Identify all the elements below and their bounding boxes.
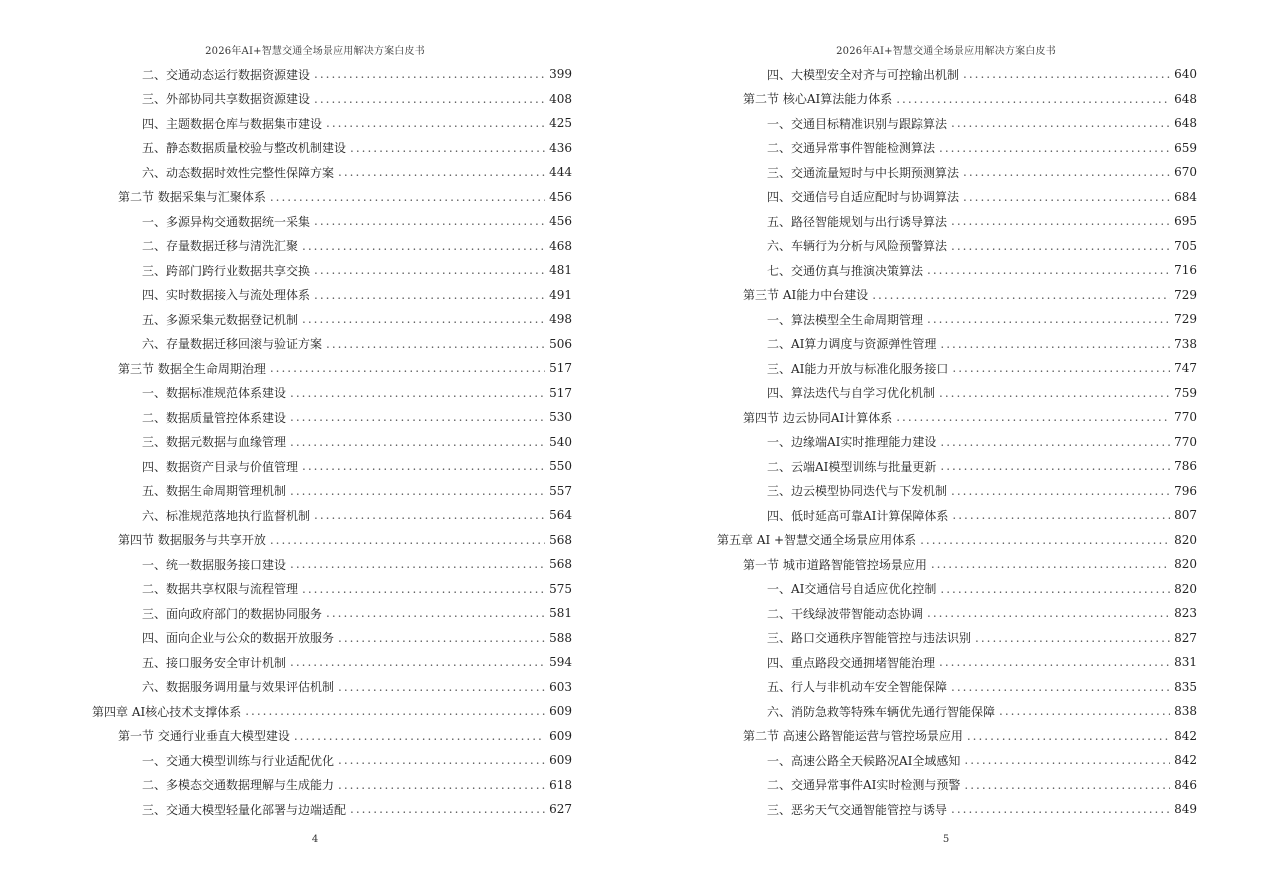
toc-entry[interactable] [92,797,572,822]
dot-leader [290,410,545,424]
dot-leader [940,337,1170,351]
toc-entry-page: 747 [1174,361,1197,376]
dot-leader [963,165,1170,179]
toc-entry-page: 835 [1174,679,1197,694]
toc-entry-page: 557 [549,483,572,498]
toc-entry-title: 二、交通异常事件智能检测算法 [767,141,936,156]
toc-entry-title: 一、交通目标精准识别与跟踪算法 [767,116,948,131]
toc-entry-page: 481 [549,263,572,278]
toc-entry-page: 770 [1174,434,1197,449]
toc-entry-page: 603 [549,679,572,694]
dot-leader [952,508,1170,522]
toc-entry-title: 一、统一数据服务接口建设 [142,557,287,572]
toc-entry-title: 二、干线绿波带智能动态协调 [767,606,924,621]
toc-entry-page: 594 [549,655,572,670]
toc-entry[interactable] [717,724,1197,749]
toc-entry-title: 四、数据资产目录与价值管理 [142,459,299,474]
dot-leader [314,67,545,81]
toc-entry-title: 第三节 AI能力中台建设 [743,288,869,303]
toc-entry-page: 498 [549,312,572,327]
toc-entry[interactable] [92,699,572,724]
dot-leader [927,312,1170,326]
dot-leader [294,729,545,743]
toc-entry-title: 第二节 高速公路智能运营与管控场景应用 [743,729,963,744]
toc-entry[interactable] [92,626,572,651]
toc-entry[interactable] [92,283,572,308]
toc-entry-page: 729 [1174,312,1197,327]
toc-entry-title: 五、行人与非机动车安全智能保障 [767,680,948,695]
toc-entry[interactable] [717,62,1197,87]
toc-entry-page: 506 [549,336,572,351]
toc-entry[interactable] [92,136,572,161]
toc-entry[interactable] [717,503,1197,528]
toc-entry-page: 849 [1174,802,1197,817]
toc-entry[interactable] [92,552,572,577]
dot-leader [326,337,545,351]
dot-leader [951,116,1170,130]
toc-entry-title: 第一节 城市道路智能管控场景应用 [743,557,927,572]
toc-entry-page: 648 [1174,116,1197,131]
dot-leader [302,239,545,253]
toc-entry[interactable] [717,258,1197,283]
toc-entry[interactable] [92,748,572,773]
toc-entry-page: 517 [549,385,572,400]
toc-entry-page: 640 [1174,67,1197,82]
toc-entry-title: 三、路口交通秩序智能管控与违法识别 [767,631,972,646]
toc-entry[interactable] [717,87,1197,112]
toc-entry-page: 770 [1174,410,1197,425]
toc-entry[interactable] [717,552,1197,577]
dot-leader [952,361,1170,375]
page-number: 4 [311,834,319,845]
toc-entry-title: 第四节 边云协同AI计算体系 [743,410,893,425]
toc-entry-page: 456 [549,189,572,204]
toc-entry[interactable] [92,430,572,455]
dot-leader [302,582,545,596]
running-header: 2026年AI+智慧交通全场景应用解决方案白皮书 [836,46,1056,57]
running-header: 2026年AI+智慧交通全场景应用解决方案白皮书 [205,46,425,57]
dot-leader [338,753,545,767]
toc-entry[interactable] [717,356,1197,381]
toc-entry[interactable] [92,111,572,136]
dot-leader [951,484,1170,498]
toc-entry[interactable] [717,797,1197,822]
dot-leader [939,141,1170,155]
toc-entry[interactable] [92,185,572,210]
toc-entry-page: 648 [1174,91,1197,106]
toc-entry-title: 四、低时延高可靠AI计算保障体系 [767,508,949,523]
toc-entry-title: 七、交通仿真与推演决策算法 [767,263,924,278]
dot-leader [939,386,1170,400]
toc-entry[interactable] [717,430,1197,455]
toc-entry-title: 一、AI交通信号自适应优化控制 [767,582,937,597]
toc-entry-title: 五、静态数据质量校验与整改机制建设 [142,141,347,156]
dot-leader [872,288,1170,302]
dot-leader [931,557,1170,571]
toc-entry-page: 627 [549,802,572,817]
dot-leader [964,753,1170,767]
toc-entry-page: 738 [1174,336,1197,351]
toc-entry-page: 456 [549,214,572,229]
toc-entry-title: 四、算法迭代与自学习优化机制 [767,386,936,401]
toc-entry-title: 第四章 AI核心技术支撑体系 [92,704,242,719]
toc-entry-page: 670 [1174,165,1197,180]
dot-leader [338,680,545,694]
toc-entry[interactable] [92,87,572,112]
toc-entry-page: 838 [1174,704,1197,719]
toc-entry-title: 二、数据共享权限与流程管理 [142,582,299,597]
toc-entry-title: 第一节 交通行业垂直大模型建设 [118,729,290,744]
dot-leader [951,214,1170,228]
dot-leader [940,459,1170,473]
dot-leader [951,680,1170,694]
toc-entry-title: 一、交通大模型训练与行业适配优化 [142,753,335,768]
toc-entry-page: 759 [1174,385,1197,400]
dot-leader [920,533,1170,547]
dot-leader [350,802,545,816]
toc-entry-page: 575 [549,581,572,596]
toc-entry[interactable] [717,209,1197,234]
toc-entry-title: 三、数据元数据与血缘管理 [142,435,287,450]
dot-leader [314,288,545,302]
toc-entry[interactable] [92,258,572,283]
dot-leader [314,263,545,277]
toc-entry-title: 六、存量数据迁移回滚与验证方案 [142,337,323,352]
toc-entry-page: 568 [549,557,572,572]
toc-entry-page: 609 [549,728,572,743]
toc-entry-page: 444 [549,165,572,180]
left-page [0,0,630,895]
toc-entry-page: 550 [549,459,572,474]
dot-leader [940,582,1170,596]
toc-entry-title: 二、数据质量管控体系建设 [142,410,287,425]
toc-entry-page: 807 [1174,508,1197,523]
toc-entry[interactable] [717,160,1197,185]
dot-leader [967,729,1170,743]
toc-entry-title: 一、边缘端AI实时推理能力建设 [767,435,937,450]
toc-entry[interactable] [92,454,572,479]
toc-entry-title: 三、AI能力开放与标准化服务接口 [767,361,949,376]
toc-entry-title: 六、标准规范落地执行监督机制 [142,508,311,523]
dot-leader [290,557,545,571]
toc-entry[interactable] [717,699,1197,724]
toc-entry[interactable] [92,724,572,749]
dot-leader [963,67,1170,81]
toc-entry[interactable] [92,773,572,798]
toc-entry-page: 820 [1174,532,1197,547]
toc-entry-title: 五、接口服务安全审计机制 [142,655,287,670]
dot-leader [964,778,1170,792]
toc-entry[interactable] [92,675,572,700]
page-number: 5 [942,834,950,845]
toc-entry-title: 第二节 数据采集与汇聚体系 [118,190,266,205]
toc-entry-page: 588 [549,630,572,645]
toc-entry-title: 一、高速公路全天候路况AI全域感知 [767,753,961,768]
toc-entry-title: 三、恶劣天气交通智能管控与诱导 [767,802,948,817]
toc-entry[interactable] [92,209,572,234]
toc-entry[interactable] [717,307,1197,332]
toc-entry[interactable] [717,601,1197,626]
toc-entry-title: 四、交通信号自适应配时与协调算法 [767,190,960,205]
dot-leader [302,459,545,473]
dot-leader [326,606,545,620]
toc-entry-page: 399 [549,67,572,82]
dot-leader [896,92,1170,106]
dot-leader [245,704,545,718]
dot-leader [951,802,1170,816]
toc-entry-page: 705 [1174,238,1197,253]
toc-entry[interactable] [92,650,572,675]
toc-entry-title: 四、大模型安全对齐与可控输出机制 [767,67,960,82]
dot-leader [999,704,1170,718]
toc-entry[interactable] [92,234,572,259]
toc-entry[interactable] [92,381,572,406]
dot-leader [270,190,545,204]
toc-entry-title: 二、云端AI模型训练与批量更新 [767,459,937,474]
toc-entry[interactable] [92,503,572,528]
dot-leader [939,655,1170,669]
toc-entry[interactable] [92,307,572,332]
toc-entry-page: 842 [1174,728,1197,743]
dot-leader [350,141,545,155]
dot-leader [326,116,545,130]
toc-entry-title: 四、实时数据接入与流处理体系 [142,288,311,303]
toc-entry[interactable] [92,332,572,357]
dot-leader [290,435,545,449]
toc-entry-title: 六、消防急救等特殊车辆优先通行智能保障 [767,704,996,719]
toc-entry-title: 一、数据标准规范体系建设 [142,386,287,401]
toc-entry[interactable] [717,773,1197,798]
toc-entry[interactable] [717,111,1197,136]
toc-entry-title: 二、交通动态运行数据资源建设 [142,67,311,82]
toc-entry-page: 716 [1174,263,1197,278]
toc-entry-title: 五、多源采集元数据登记机制 [142,312,299,327]
toc-entry-page: 796 [1174,483,1197,498]
dot-leader [940,435,1170,449]
toc-entry-title: 四、主题数据仓库与数据集市建设 [142,116,323,131]
toc-entry[interactable] [717,748,1197,773]
toc-entry[interactable] [92,160,572,185]
dot-leader [338,165,545,179]
toc-entry-page: 695 [1174,214,1197,229]
toc-entry-page: 823 [1174,606,1197,621]
toc-entry[interactable] [717,650,1197,675]
toc-entry[interactable] [717,479,1197,504]
toc-entry-title: 三、交通大模型轻量化部署与边端适配 [142,802,347,817]
toc-entry[interactable] [717,454,1197,479]
toc-entry[interactable] [717,626,1197,651]
dot-leader [290,386,545,400]
toc-entry-page: 786 [1174,459,1197,474]
toc-entry-page: 609 [549,704,572,719]
toc-entry-title: 二、交通异常事件AI实时检测与预警 [767,778,961,793]
toc-entry-page: 425 [549,116,572,131]
toc-entry-title: 三、交通流量短时与中长期预测算法 [767,165,960,180]
toc-entry-page: 564 [549,508,572,523]
toc-entry-page: 436 [549,140,572,155]
toc-entry-title: 三、跨部门跨行业数据共享交换 [142,263,311,278]
dot-leader [302,312,545,326]
toc-entry[interactable] [92,601,572,626]
toc-entry[interactable] [717,675,1197,700]
toc-entry[interactable] [717,528,1197,553]
toc-entry[interactable] [92,405,572,430]
dot-leader [290,484,545,498]
toc-entry-title: 二、多模态交通数据理解与生成能力 [142,778,335,793]
dot-leader [314,508,545,522]
toc-entry[interactable] [92,356,572,381]
toc-entry[interactable] [717,332,1197,357]
toc-entry-page: 831 [1174,655,1197,670]
dot-leader [270,361,545,375]
toc-entry-title: 四、重点路段交通拥堵智能治理 [767,655,936,670]
toc-entry-page: 491 [549,287,572,302]
toc-entry-title: 一、多源异构交通数据统一采集 [142,214,311,229]
toc-entry-page: 468 [549,238,572,253]
toc-entry-title: 五、路径智能规划与出行诱导算法 [767,214,948,229]
toc-entry[interactable] [92,479,572,504]
toc-entry-title: 六、动态数据时效性完整性保障方案 [142,165,335,180]
toc-entry-page: 517 [549,361,572,376]
toc-entry-page: 820 [1174,557,1197,572]
dot-leader [963,190,1170,204]
toc-entry-title: 第三节 数据全生命周期治理 [118,361,266,376]
dot-leader [314,214,545,228]
toc-entry[interactable] [717,405,1197,430]
toc-entry[interactable] [717,185,1197,210]
dot-leader [951,239,1170,253]
toc-entry-title: 二、存量数据迁移与清洗汇聚 [142,239,299,254]
toc-entry-title: 五、数据生命周期管理机制 [142,484,287,499]
toc-entry[interactable] [717,381,1197,406]
toc-entry-page: 846 [1174,777,1197,792]
dot-leader [896,410,1170,424]
dot-leader [975,631,1170,645]
right-page [631,0,1261,895]
toc-entry[interactable] [92,62,572,87]
dot-leader [927,606,1170,620]
toc-entry-page: 827 [1174,630,1197,645]
toc-entry-title: 六、车辆行为分析与风险预警算法 [767,239,948,254]
dot-leader [338,778,545,792]
toc-entry-page: 530 [549,410,572,425]
toc-entry-page: 842 [1174,753,1197,768]
toc-entry[interactable] [717,283,1197,308]
toc-entry-page: 408 [549,91,572,106]
toc-entry-title: 二、AI算力调度与资源弹性管理 [767,337,937,352]
dot-leader [314,92,545,106]
toc-entry-title: 六、数据服务调用量与效果评估机制 [142,680,335,695]
toc-entry-title: 第四节 数据服务与共享开放 [118,533,266,548]
toc-entry-page: 609 [549,753,572,768]
toc-entry-page: 618 [549,777,572,792]
toc-entry-page: 659 [1174,140,1197,155]
toc-entry[interactable] [717,136,1197,161]
toc-entry-page: 581 [549,606,572,621]
toc-entry[interactable] [92,577,572,602]
toc-entry-page: 568 [549,532,572,547]
dot-leader [270,533,545,547]
table-of-contents [92,62,572,822]
toc-entry-title: 一、算法模型全生命周期管理 [767,312,924,327]
table-of-contents [717,62,1197,822]
toc-entry-title: 三、面向政府部门的数据协同服务 [142,606,323,621]
dot-leader [927,263,1170,277]
toc-entry-page: 820 [1174,581,1197,596]
toc-entry-page: 540 [549,434,572,449]
toc-entry-page: 684 [1174,189,1197,204]
toc-entry-title: 四、面向企业与公众的数据开放服务 [142,631,335,646]
dot-leader [338,631,545,645]
toc-entry[interactable] [717,577,1197,602]
toc-entry[interactable] [717,234,1197,259]
toc-entry-title: 三、边云模型协同迭代与下发机制 [767,484,948,499]
toc-entry-title: 三、外部协同共享数据资源建设 [142,92,311,107]
toc-entry-page: 729 [1174,287,1197,302]
toc-entry-title: 第五章 AI +智慧交通全场景应用体系 [717,533,917,548]
toc-entry-title: 第二节 核心AI算法能力体系 [743,92,893,107]
toc-entry[interactable] [92,528,572,553]
dot-leader [290,655,545,669]
